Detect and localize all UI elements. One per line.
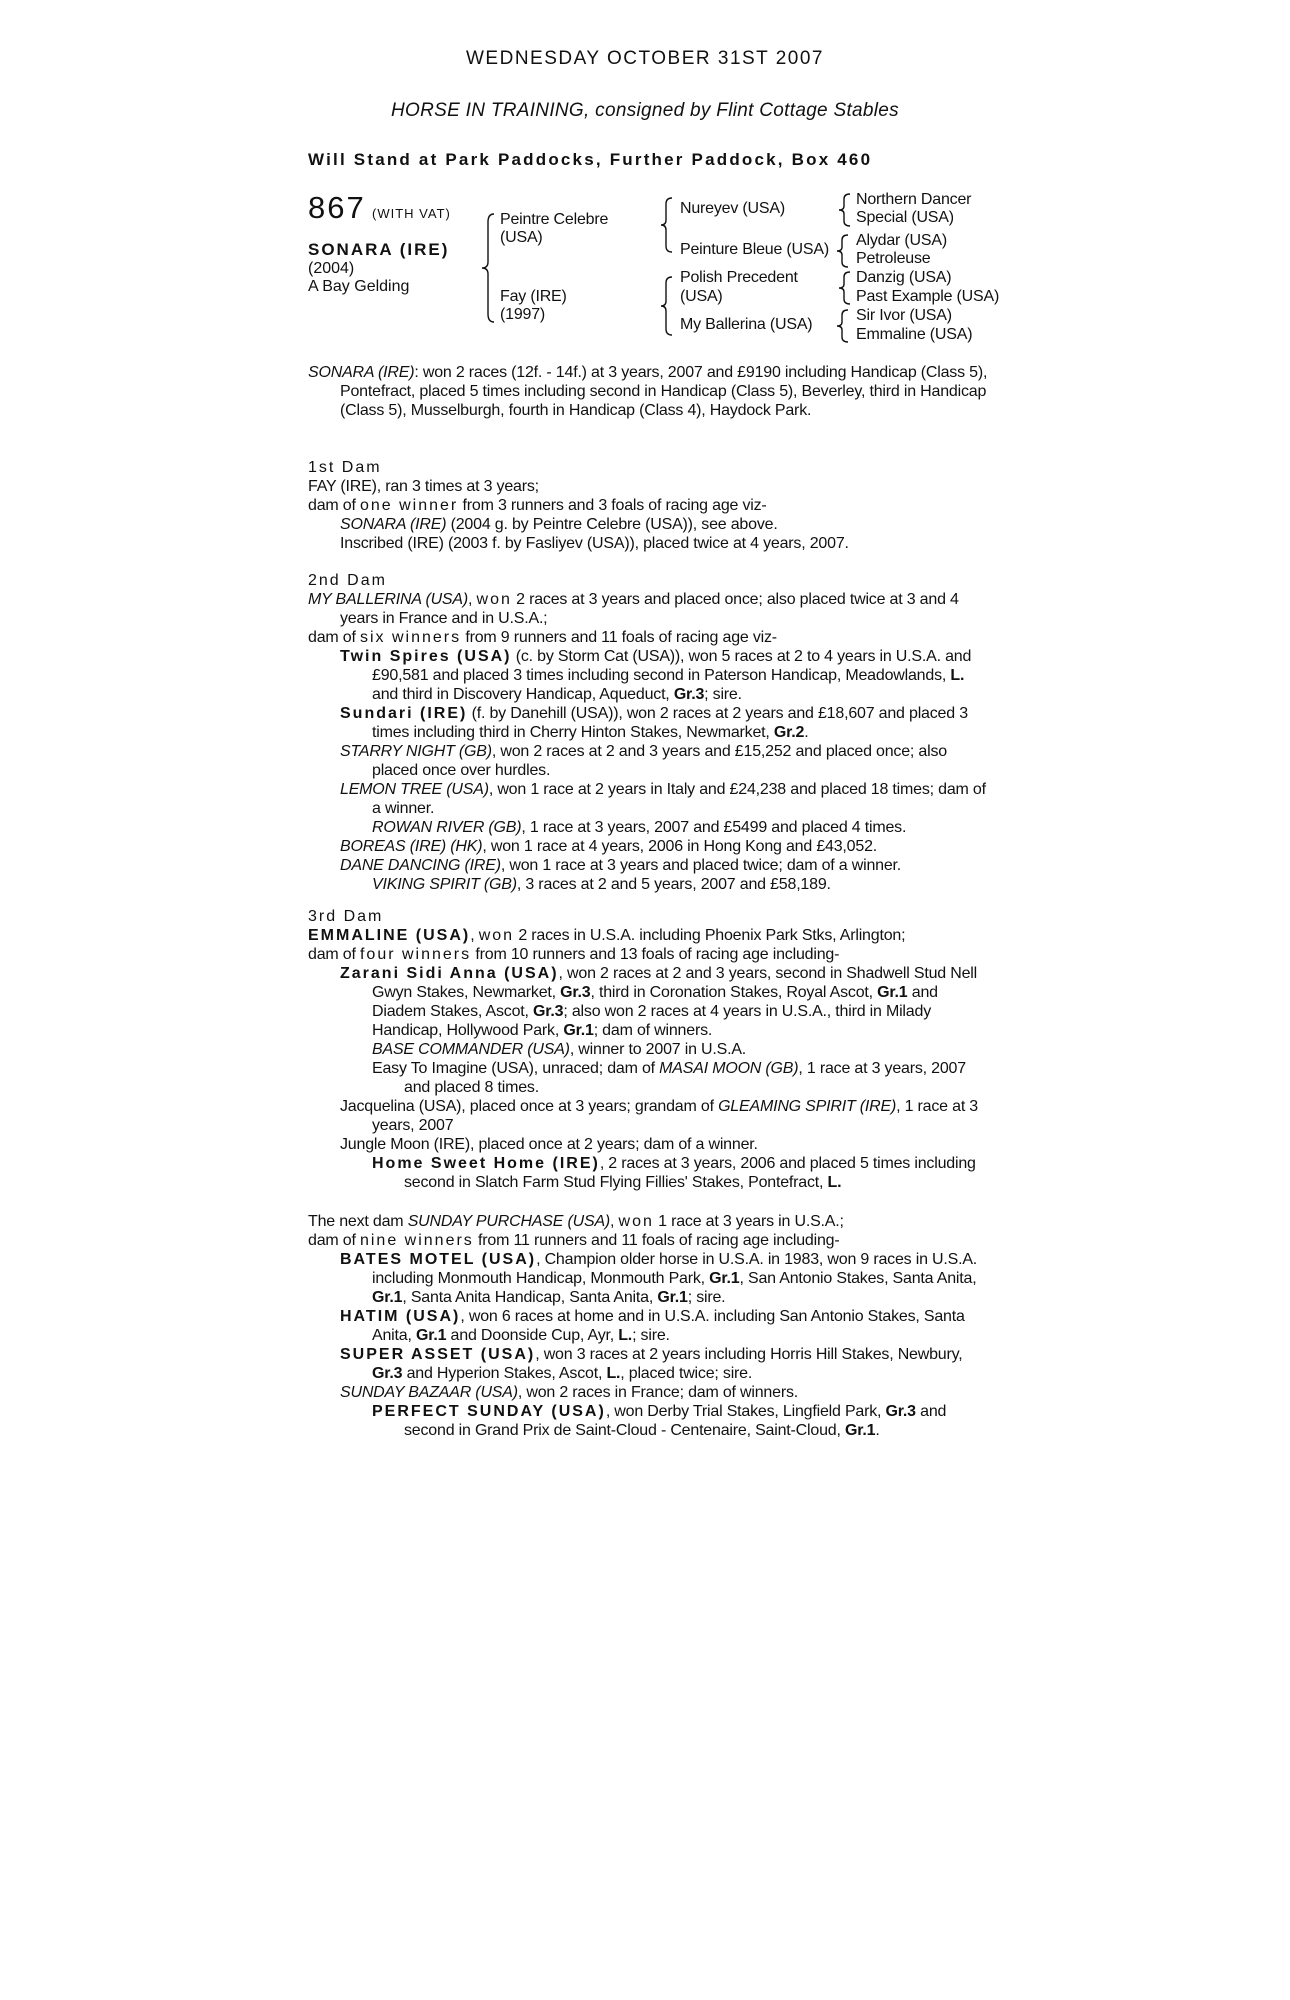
next-dam-produce-summary: dam of nine winners from 11 runners and 11 foals of racing age including-	[308, 1232, 840, 1249]
second-dam-section	[308, 571, 988, 894]
third-dam-grandchild-3: Home Sweet Home (IRE), 2 races at 3 years, 2006 and placed 5 times including second in Slatch Farm Stud Flying Fillies' Stakes, Pontefract, L.	[372, 1155, 976, 1191]
dam-sire-dam: Past Example (USA)	[856, 288, 1000, 305]
third-dam-offspring-3: Jungle Moon (IRE), placed once at 2 years; dam of a winner.	[340, 1136, 758, 1153]
second-dam-heading: 2nd Dam	[308, 572, 387, 589]
next-dam-grandchild-1: PERFECT SUNDAY (USA), won Derby Trial Stakes, Lingfield Park, Gr.3 and second in Grand Prix de Saint-Cloud - Centenaire, Saint-Cloud, Gr.1.	[372, 1403, 947, 1439]
third-dam-produce-summary: dam of four winners from 10 runners and 13 foals of racing age including-	[308, 946, 840, 963]
pedigree-brace-ds	[838, 270, 852, 306]
second-dam-offspring-4: LEMON TREE (USA), won 1 race at 2 years in Italy and £24,238 and placed 18 times; dam of a winner.	[340, 781, 986, 817]
first-dam-offspring-2: Inscribed (IRE) (2003 f. by Fasliyev (USA)), placed twice at 4 years, 2007.	[340, 535, 849, 552]
dam-dam: My Ballerina (USA)	[680, 316, 813, 333]
dam-name: Fay (IRE)	[500, 288, 567, 305]
next-dam-offspring-2: HATIM (USA), won 6 races at home and in U.S.A. including San Antonio Stakes, Santa Anita, Gr.1 and Doonside Cup, Ayr, L.; sire.	[340, 1308, 965, 1344]
second-dam-offspring-5: BOREAS (IRE) (HK), won 1 race at 4 years, 2006 in Hong Kong and £43,052.	[340, 838, 878, 855]
third-dam-heading: 3rd Dam	[308, 908, 384, 925]
pedigree-brace-dd	[836, 308, 850, 344]
next-dam-offspring-3: SUPER ASSET (USA), won 3 races at 2 years including Horris Hill Stakes, Newbury, Gr.3 and Hyperion Stakes, Ascot, L., placed twice; sire.	[340, 1346, 963, 1382]
stand-location: Will Stand at Park Paddocks, Further Paddock, Box 460	[308, 150, 873, 169]
consignment-line: HORSE IN TRAINING, consigned by Flint Cottage Stables	[391, 100, 899, 121]
first-dam-section	[308, 458, 988, 553]
sire-name: Peintre Celebre	[500, 211, 609, 228]
performance-section	[308, 363, 988, 420]
horse-year: (2004)	[308, 260, 355, 277]
dam-sire-country: (USA)	[680, 288, 723, 305]
sire-sire-dam: Special (USA)	[856, 209, 954, 226]
sire-dam-sire: Alydar (USA)	[856, 232, 947, 249]
second-dam-offspring-6: DANE DANCING (IRE), won 1 race at 3 years and placed twice; dam of a winner.	[340, 857, 902, 874]
sale-date: WEDNESDAY OCTOBER 31ST 2007	[466, 48, 824, 69]
second-dam-grandchild-1: ROWAN RIVER (GB), 1 race at 3 years, 2007 and £5499 and placed 4 times.	[372, 819, 907, 836]
pedigree-brace-ss	[838, 192, 852, 228]
first-dam-line: FAY (IRE), ran 3 times at 3 years;	[308, 478, 539, 495]
performance-horse: SONARA (IRE)	[308, 364, 415, 381]
sire-sire-sire: Northern Dancer	[856, 191, 972, 208]
dam-sire-name: Polish Precedent	[680, 269, 798, 286]
sire-sire: Nureyev (USA)	[680, 200, 785, 217]
sire-dam-dam: Petroleuse	[856, 250, 931, 267]
dam-year: (1997)	[500, 306, 546, 323]
pedigree-brace-sire	[660, 196, 674, 254]
dam-dam-dam: Emmaline (USA)	[856, 326, 973, 343]
next-dam-line: The next dam SUNDAY PURCHASE (USA), won 1 race at 3 years in U.S.A.;	[308, 1213, 844, 1230]
second-dam-produce-summary: dam of six winners from 9 runners and 11 foals of racing age viz-	[308, 629, 777, 646]
horse-description: A Bay Gelding	[308, 278, 410, 295]
next-dam-offspring-4: SUNDAY BAZAAR (USA), won 2 races in France; dam of winners.	[340, 1384, 799, 1401]
sire-country: (USA)	[500, 229, 543, 246]
lot-number: 867	[308, 190, 366, 225]
pedigree-brace-dam	[660, 275, 674, 337]
third-dam-offspring-1: Zarani Sidi Anna (USA), won 2 races at 2 and 3 years, second in Shadwell Stud Nell Gwyn Stakes, Newmarket, Gr.3, third in Coronation Stakes, Royal Ascot, Gr.1 and Diadem Stakes, Ascot, Gr.3; also won 2 races at 4 years in U.S.A., third in Milady Handicap, Hollywood Park, Gr.1; dam of winners.	[340, 965, 978, 1039]
first-dam-offspring-1: SONARA (IRE) (2004 g. by Peintre Celebre (USA)), see above.	[340, 516, 778, 533]
dam-dam-sire: Sir Ivor (USA)	[856, 307, 952, 324]
second-dam-offspring-3: STARRY NIGHT (GB), won 2 races at 2 and 3 years and £15,252 and placed once; also placed once over hurdles.	[340, 743, 947, 779]
third-dam-grandchild-1: BASE COMMANDER (USA), winner to 2007 in U.S.A.	[372, 1041, 747, 1058]
pedigree-brace-sd	[836, 233, 850, 269]
second-dam-offspring-2: Sundari (IRE) (f. by Danehill (USA)), won 2 races at 2 years and £18,607 and placed 3 times including third in Cherry Hinton Stakes, Newmarket, Gr.2.	[340, 705, 968, 741]
sire-dam: Peinture Bleue (USA)	[680, 241, 829, 258]
pedigree-brace-main	[480, 212, 496, 324]
third-dam-section	[308, 907, 988, 1192]
dam-sire-sire: Danzig (USA)	[856, 269, 952, 286]
second-dam-grandchild-2: VIKING SPIRIT (GB), 3 races at 2 and 5 years, 2007 and £58,189.	[372, 876, 831, 893]
next-dam-offspring-1: BATES MOTEL (USA), Champion older horse in U.S.A. in 1983, won 9 races in U.S.A. including Monmouth Handicap, Monmouth Park, Gr.1, San Antonio Stakes, Santa Anita, Gr.1, Santa Anita Handicap, Santa Anita, Gr.1; sire.	[340, 1251, 978, 1306]
performance-text: : won 2 races (12f. - 14f.) at 3 years, 2007 and £9190 including Handicap (Class 5), Pontefract, placed 5 times including second in Handicap (Class 5), Beverley, third in Handicap (Class 5), Musselburgh, fourth in Handicap (Class 4), Haydock Park.	[340, 364, 988, 419]
first-dam-produce-summary: dam of one winner from 3 runners and 3 foals of racing age viz-	[308, 497, 767, 514]
third-dam-offspring-2: Jacquelina (USA), placed once at 3 years; grandam of GLEAMING SPIRIT (IRE), 1 race at 3 years, 2007	[340, 1098, 979, 1134]
first-dam-heading: 1st Dam	[308, 459, 382, 476]
third-dam-line: EMMALINE (USA), won 2 races in U.S.A. including Phoenix Park Stks, Arlington;	[308, 927, 906, 944]
third-dam-grandchild-2: Easy To Imagine (USA), unraced; dam of MASAI MOON (GB), 1 race at 3 years, 2007 and placed 8 times.	[372, 1060, 966, 1096]
next-dam-section	[308, 1212, 988, 1440]
vat-note: (WITH VAT)	[372, 206, 451, 221]
second-dam-offspring-1: Twin Spires (USA) (c. by Storm Cat (USA)), won 5 races at 2 to 4 years in U.S.A. and £90,581 and placed 3 times including second in Paterson Handicap, Meadowlands, L. and third in Discovery Handicap, Aqueduct, Gr.3; sire.	[340, 648, 972, 703]
horse-name: SONARA (IRE)	[308, 240, 450, 259]
second-dam-line: MY BALLERINA (USA), won 2 races at 3 years and placed once; also placed twice at 3 and 4 years in France and in U.S.A.;	[308, 591, 959, 627]
